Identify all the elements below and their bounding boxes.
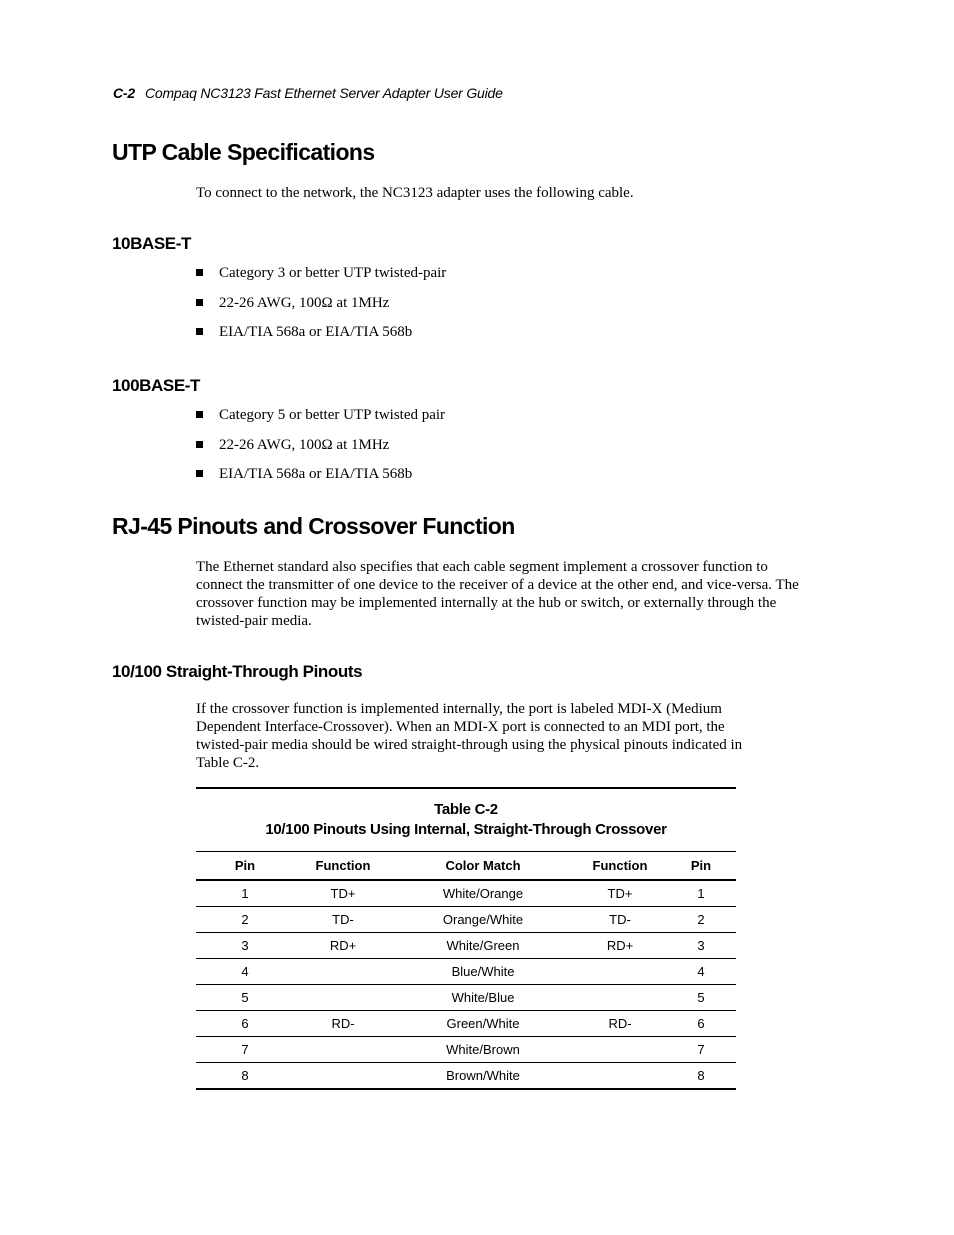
rj45-heading: RJ-45 Pinouts and Crossover Function (112, 513, 515, 539)
table-cell: 7 (666, 1037, 736, 1063)
table-row (196, 880, 736, 907)
utp-heading: UTP Cable Specifications (112, 139, 375, 165)
table-cell: 5 (196, 985, 294, 1011)
header-pin: Pin (666, 852, 736, 881)
table-cell (574, 985, 666, 1011)
list-item: EIA/TIA 568a or EIA/TIA 568b (196, 323, 446, 353)
list-item: 22-26 AWG, 100Ω at 1MHz (196, 436, 445, 466)
running-header (113, 85, 503, 101)
table-row (196, 959, 736, 985)
table-row (196, 985, 736, 1011)
base100-heading: 100BASE-T (112, 376, 201, 395)
table-row (196, 933, 736, 959)
table-cell: RD+ (574, 933, 666, 959)
list-item: EIA/TIA 568a or EIA/TIA 568b (196, 465, 445, 495)
table-cell: 4 (196, 959, 294, 985)
bullet-square-icon (196, 470, 203, 477)
table-cell: 3 (666, 933, 736, 959)
table-top-rule (196, 787, 736, 789)
table-cell: TD- (294, 907, 392, 933)
table-row (196, 907, 736, 933)
table-cell: Green/White (392, 1011, 574, 1037)
table-cell: TD+ (574, 880, 666, 907)
list-item: Category 5 or better UTP twisted pair (196, 406, 445, 436)
bullet-square-icon (196, 328, 203, 335)
bullet-square-icon (196, 299, 203, 306)
table-cell: RD+ (294, 933, 392, 959)
straight-body: If the crossover function is implemented internally, the port is labeled MDI-X (Medium Dependent Interface-Crossover). When an MDI-X port is connected to an MDI port, the twisted-pair media should be wired straight-through using the physical pinouts indicated in Table C-2. (196, 701, 743, 771)
table-cell (574, 1037, 666, 1063)
page-number: C-2 (113, 85, 135, 101)
table-row (196, 1037, 736, 1063)
rj45-body: The Ethernet standard also specifies that each cable segment implement a crossover function to connect the transmitter of one device to the receiver of a device at the other end, and vice-versa. The crossover function may be implemented internally at the hub or switch, or externally through the twisted-pair media. (196, 559, 799, 629)
table-header-row (196, 852, 736, 881)
table-label: Table C-2 (434, 801, 498, 818)
table-cell: TD- (574, 907, 666, 933)
table-cell (574, 1063, 666, 1090)
table-cell (294, 1037, 392, 1063)
table-cell (294, 1063, 392, 1090)
base100-list (196, 406, 445, 495)
header-function: Function (294, 852, 392, 881)
table-cell: TD+ (294, 880, 392, 907)
table-cell (294, 985, 392, 1011)
bullet-square-icon (196, 269, 203, 276)
pinout-table (196, 851, 736, 1090)
list-item: Category 3 or better UTP twisted-pair (196, 264, 446, 294)
bullet-square-icon (196, 441, 203, 448)
table-cell (294, 959, 392, 985)
table-cell: 6 (196, 1011, 294, 1037)
table-caption: 10/100 Pinouts Using Internal, Straight-Through Crossover (265, 821, 667, 838)
straight-heading: 10/100 Straight-Through Pinouts (112, 662, 363, 681)
header-color-match: Color Match (392, 852, 574, 881)
guide-title: Compaq NC3123 Fast Ethernet Server Adapter User Guide (144, 85, 503, 101)
table-cell: White/Orange (392, 880, 574, 907)
header-function: Function (574, 852, 666, 881)
table-cell: 8 (666, 1063, 736, 1090)
table-cell: White/Blue (392, 985, 574, 1011)
table-cell: RD- (294, 1011, 392, 1037)
table-row (196, 1011, 736, 1037)
table-cell: 5 (666, 985, 736, 1011)
header-pin: Pin (196, 852, 294, 881)
table-cell: 6 (666, 1011, 736, 1037)
table-cell: Orange/White (392, 907, 574, 933)
table-cell: 1 (666, 880, 736, 907)
table-cell: 2 (196, 907, 294, 933)
table-cell: Brown/White (392, 1063, 574, 1090)
bullet-square-icon (196, 411, 203, 418)
table-cell: 4 (666, 959, 736, 985)
table-cell: RD- (574, 1011, 666, 1037)
table-row (196, 1063, 736, 1090)
table-cell: 1 (196, 880, 294, 907)
table-cell: Blue/White (392, 959, 574, 985)
table-cell: White/Brown (392, 1037, 574, 1063)
table-cell: 7 (196, 1037, 294, 1063)
table-cell: 2 (666, 907, 736, 933)
base10-heading: 10BASE-T (112, 234, 191, 253)
base10-list (196, 264, 446, 353)
pinout-table-block (196, 787, 736, 1090)
utp-intro: To connect to the network, the NC3123 adapter uses the following cable. (196, 185, 634, 201)
table-cell: White/Green (392, 933, 574, 959)
table-cell: 8 (196, 1063, 294, 1090)
table-cell (574, 959, 666, 985)
table-cell: 3 (196, 933, 294, 959)
list-item: 22-26 AWG, 100Ω at 1MHz (196, 294, 446, 324)
